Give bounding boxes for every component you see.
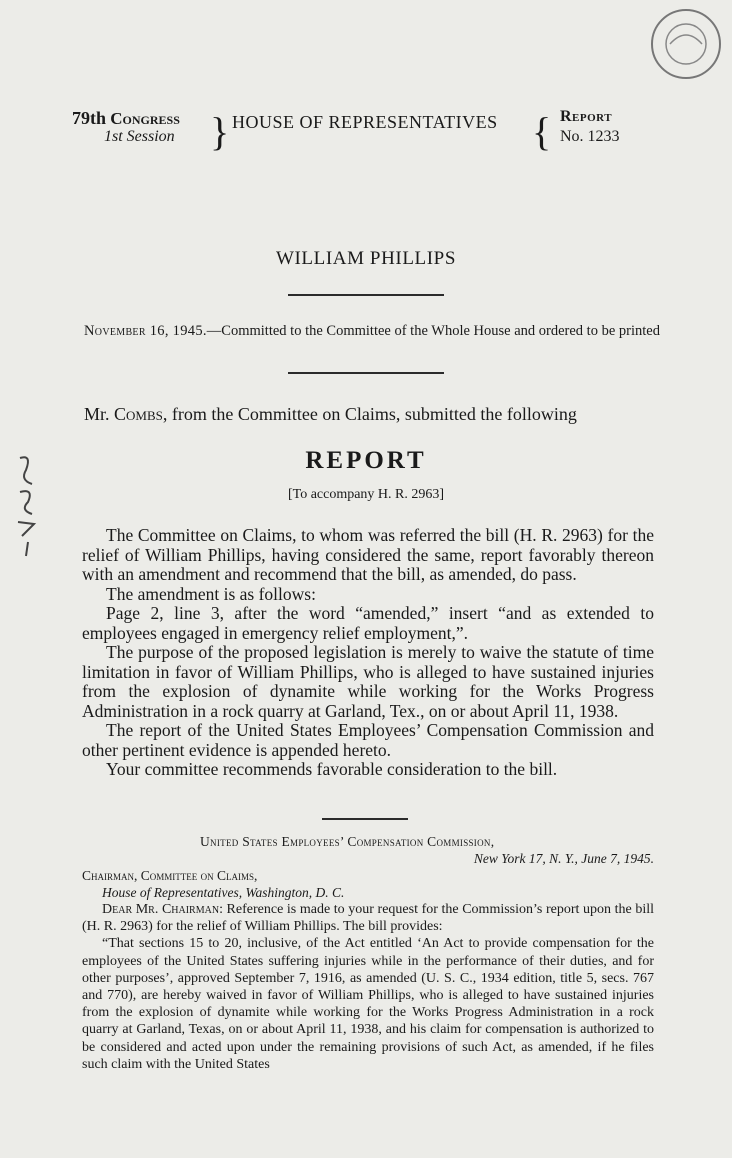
submitted-prefix: Mr. bbox=[84, 404, 115, 424]
commission-name: United States Employees’ Compensation Commission, bbox=[200, 834, 495, 849]
body-paragraph: The Committee on Claims, to whom was referred the bill (H. R. 2963) for the relief of William Phillips, having considered the same, report favorably thereon with an amendment and recommend that the bill, as amended, do pass. bbox=[82, 525, 654, 584]
brace-right: { bbox=[532, 109, 552, 154]
committed-rule bbox=[288, 372, 444, 374]
report-header bbox=[60, 108, 660, 158]
congress-word: Congress bbox=[110, 109, 180, 128]
body-paragraph: The report of the United States Employees’ Compensation Commission and other pertinent evidence is appended hereto. bbox=[82, 720, 654, 760]
committed-date: November 16, 1945. bbox=[84, 323, 207, 339]
letter-dateline: New York 17, N. Y., June 7, 1945. bbox=[473, 851, 654, 866]
title-rule bbox=[288, 294, 444, 296]
letter-rule bbox=[322, 818, 408, 820]
house-title: HOUSE OF REPRESENTATIVES bbox=[232, 112, 498, 132]
session-label: 1st Session bbox=[104, 128, 175, 145]
congress-number: 79th bbox=[72, 108, 107, 128]
report-number: No. 1233 bbox=[560, 128, 620, 145]
body-paragraph: Page 2, line 3, after the word “amended,” insert “and as extended to employees engaged in emergency relief employment,”. bbox=[82, 603, 654, 643]
report-body bbox=[82, 526, 654, 780]
letter-quote: “That sections 15 to 20, inclusive, of the Act entitled ‘An Act to provide compensation for the employees of the United States suffering injuries while in the performance of their duties, and for other purposes’, approved September 7, 1916, as amended (U. S. C., 1934 edition, title 5, secs. 767 and 770), are hereby waived in favor of William Phillips, who is alleged to have sustained injuries from the explosion of dynamite while working for the Works Progress Administration in a rock quarry at Garland, Texas, on or about April 11, 1938, and his claim for compensation is authorized to be considered and acted upon under the remaining provisions of such Act, as amended, if he files such claim with the United States bbox=[82, 936, 654, 1072]
body-paragraph: The amendment is as follows: bbox=[106, 583, 316, 604]
letter-salutation: Dear Mr. Chairman bbox=[102, 902, 220, 917]
letter-paragraph: : Reference is made to your request for the Commission’s report upon the bill (H. R. 2963) for the relief of William Phillips. The bill provides: bbox=[82, 902, 654, 935]
body-paragraph: Your committee recommends favorable consideration to the bill. bbox=[106, 759, 558, 779]
accompany-note: [To accompany H. R. 2963] bbox=[287, 487, 445, 502]
bill-title: WILLIAM PHILLIPS bbox=[275, 248, 457, 269]
letter-addressee: Chairman, Committee on Claims, bbox=[82, 868, 258, 883]
submitter-name: Combs bbox=[114, 404, 163, 424]
submitted-suffix: , from the Committee on Claims, submitted the following bbox=[162, 404, 577, 424]
body-paragraph: The purpose of the proposed legislation is merely to waive the statute of time limitation in favor of William Phillips, who is alleged to have sustained injuries from the explosion of dynamite while working for the Works Progress Administration in a rock quarry at Garland, Tex., on or about April 11, 1938. bbox=[82, 642, 654, 721]
congress-label bbox=[72, 108, 180, 129]
report-heading: REPORT bbox=[305, 447, 427, 474]
brace-left: } bbox=[210, 109, 230, 154]
commission-letter bbox=[82, 833, 654, 1073]
committed-text: —Committed to the Committee of the Whole House and ordered to be printed bbox=[206, 323, 660, 339]
report-label: Report bbox=[560, 108, 613, 125]
letter-addressee-sub: House of Representatives, Washington, D. C. bbox=[102, 885, 345, 900]
submitted-line bbox=[84, 404, 674, 425]
committed-note bbox=[84, 322, 660, 341]
library-stamp-icon bbox=[646, 4, 726, 84]
